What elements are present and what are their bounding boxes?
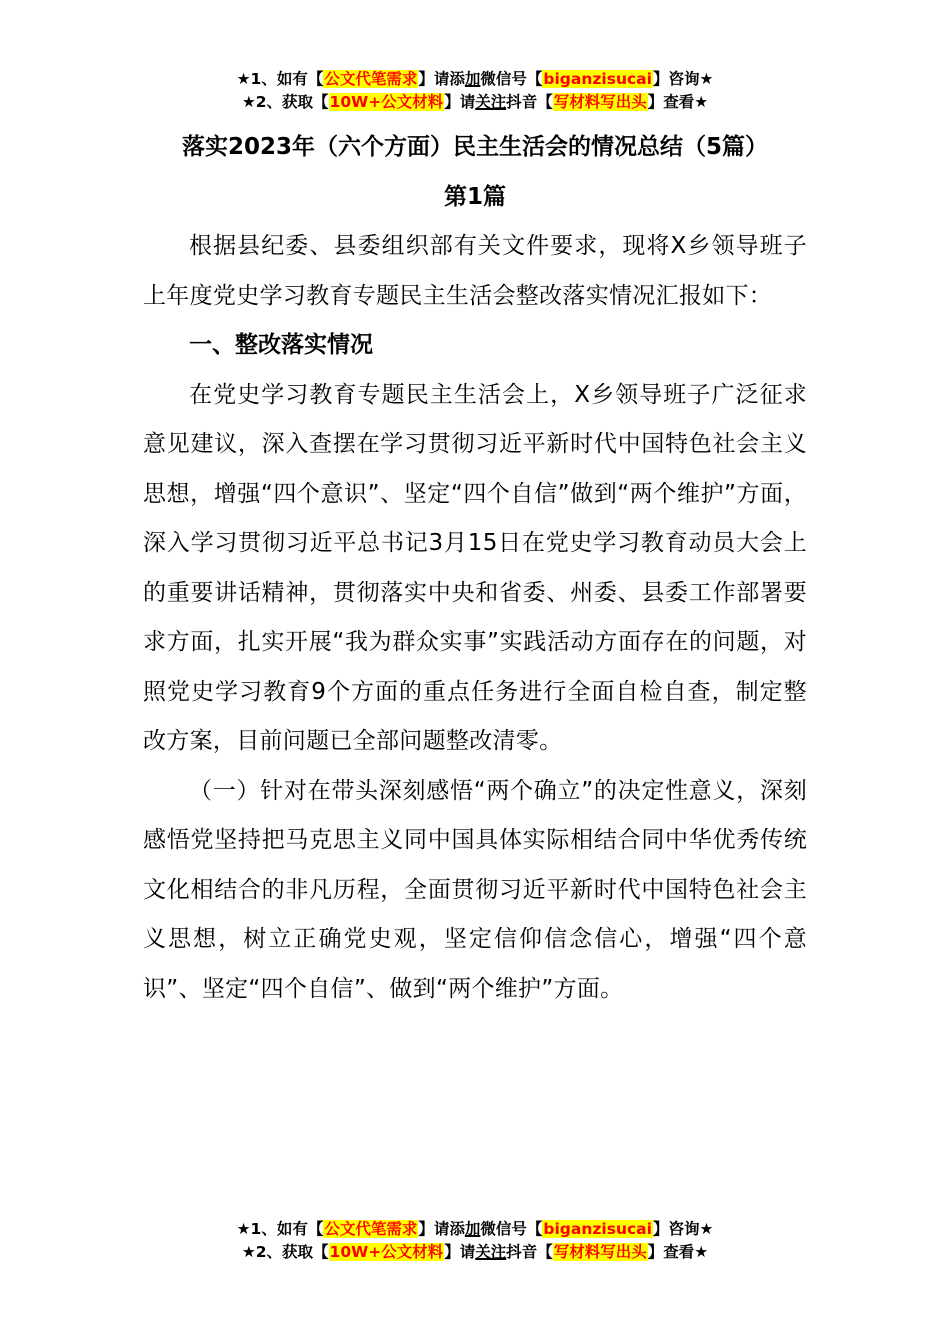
promo-highlight: 10W+公文材料 [329, 1243, 444, 1261]
promo-text: 】查看★ [647, 1243, 709, 1261]
promo-text: ★1、如有【 [236, 1220, 324, 1238]
promo-line-1 [0, 1218, 950, 1241]
document-title: 落实2023年（六个方面）民主生活会的情况总结（5篇） [181, 134, 769, 160]
paragraph-intro: 根据县纪委、县委组织部有关文件要求，现将X乡领导班子上年度党史学习教育专题民主生活会整改落实情况汇报如下： [143, 233, 807, 309]
promo-text: 微信号【 [480, 70, 543, 88]
promo-emphasis: 加 [464, 1220, 481, 1238]
promo-text: 抖音【 [506, 1243, 553, 1261]
promo-highlight: 公文代笔需求 [324, 70, 418, 88]
document-body [143, 122, 807, 1014]
promo-emphasis: 关注 [475, 93, 507, 111]
promo-text: 】请 [444, 93, 476, 111]
promo-text: ★2、获取【 [241, 1243, 329, 1261]
promo-line-2 [0, 91, 950, 114]
promo-line-2 [0, 1241, 950, 1264]
promo-banner-bottom [0, 1218, 950, 1264]
section-heading: 一、整改落实情况 [189, 332, 373, 358]
promo-text: 】查看★ [647, 93, 709, 111]
promo-highlight: biganzisucai [543, 1220, 652, 1238]
promo-highlight: 写材料写出头 [553, 1243, 647, 1261]
promo-line-1 [0, 68, 950, 91]
promo-text: 抖音【 [506, 93, 553, 111]
paragraph-item-1: （一）针对在带头深刻感悟“两个确立”的决定性意义，深刻感悟党坚持把马克思主义同中国具体实际相结合同中华优秀传统文化相结合的非凡历程，全面贯彻习近平新时代中国特色社会主义思想，树立正确党史观，坚定信仰信念信心，增强“四个意识”、坚定“四个自信”、做到“两个维护”方面。 [143, 777, 807, 1002]
promo-text: ★1、如有【 [236, 70, 324, 88]
promo-highlight: 公文代笔需求 [324, 1220, 418, 1238]
promo-text: 】咨询★ [652, 70, 714, 88]
part-title: 第1篇 [443, 184, 506, 210]
promo-emphasis: 关注 [475, 1243, 507, 1261]
promo-text: ★2、获取【 [241, 93, 329, 111]
promo-text: 】请添 [418, 70, 465, 88]
promo-text: 】请 [444, 1243, 476, 1261]
promo-emphasis: 加 [464, 70, 481, 88]
paragraph-body: 在党史学习教育专题民主生活会上，X乡领导班子广泛征求意见建议，深入查摆在学习贯彻习近平新时代中国特色社会主义思想，增强“四个意识”、坚定“四个自信”做到“两个维护”方面，深入学习贯彻习近平总书记3月15日在党史学习教育动员大会上的重要讲话精神，贯彻落实中央和省委、州委、县委工作部署要求方面，扎实开展“我为群众实事”实践活动方面存在的问题，对照党史学习教育9个方面的重点任务进行全面自检自查，制定整改方案，目前问题已全部问题整改清零。 [143, 381, 807, 754]
promo-text: 】咨询★ [652, 1220, 714, 1238]
promo-highlight: 10W+公文材料 [329, 93, 444, 111]
promo-highlight: biganzisucai [543, 70, 652, 88]
promo-banner-top [0, 68, 950, 114]
promo-highlight: 写材料写出头 [553, 93, 647, 111]
promo-text: 】请添 [418, 1220, 465, 1238]
promo-text: 微信号【 [480, 1220, 543, 1238]
